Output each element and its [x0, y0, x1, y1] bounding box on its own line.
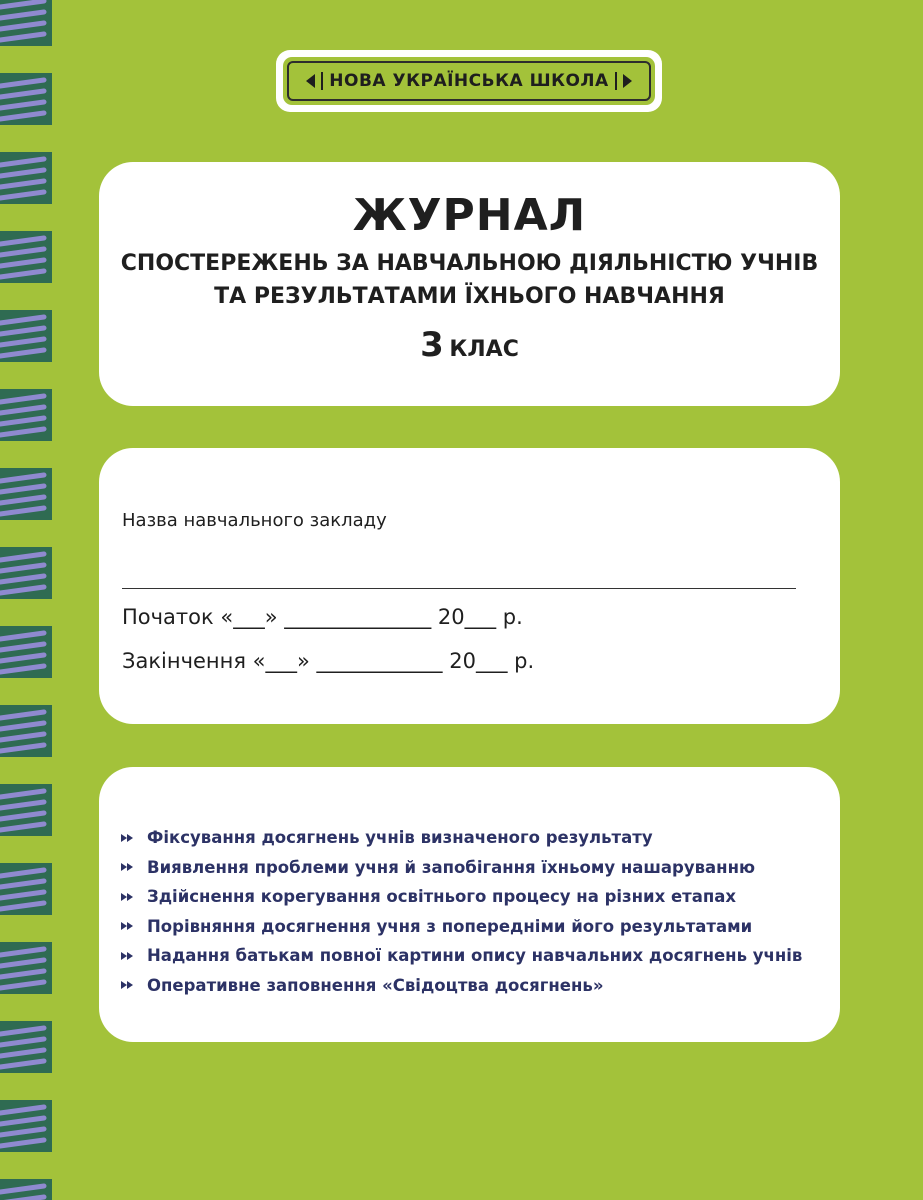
school-name-label: Назва навчального закладу	[122, 510, 387, 531]
arrow-right-icon	[623, 74, 632, 88]
double-arrow-icon	[121, 834, 147, 842]
subtitle-line-1: СПОСТЕРЕЖЕНЬ ЗА НАВЧАЛЬНОЮ ДІЯЛЬНІСТЮ УЧНІВ	[120, 251, 819, 276]
badge-text: НОВА УКРАЇНСЬКА ШКОЛА	[329, 71, 609, 91]
list-item: Оперативне заповнення «Свідоцтва досягнень»	[121, 971, 840, 1001]
double-arrow-icon	[121, 981, 147, 989]
class-number: 3	[420, 325, 444, 365]
list-item: Порівняння досягнення учня з попередніми його результатами	[121, 912, 840, 942]
class-label	[99, 325, 840, 365]
spiral-binding	[0, 0, 60, 1200]
subtitle-line-2: ТА РЕЗУЛЬТАТАМИ ЇХНЬОГО НАВЧАННЯ	[214, 284, 725, 309]
list-item: Виявлення проблеми учня й запобігання їхньому нашаруванню	[121, 853, 840, 883]
class-word: КЛАС	[449, 337, 519, 362]
list-item: Фіксування досягнень учнів визначеного результату	[121, 823, 840, 853]
start-date-line: Початок «___» ______________ 20___ р.	[122, 605, 523, 629]
double-arrow-icon	[121, 922, 147, 930]
list-item: Надання батькам повної картини опису навчальних досягнень учнів	[121, 941, 840, 971]
school-name-line	[122, 587, 796, 589]
list-item: Здійснення корегування освітнього процесу на різних етапах	[121, 882, 840, 912]
title-panel	[99, 162, 840, 406]
arrow-left-icon	[306, 74, 315, 88]
journal-title: ЖУРНАЛ	[352, 190, 587, 241]
double-arrow-icon	[121, 893, 147, 901]
double-arrow-icon	[121, 863, 147, 871]
school-info-panel	[99, 448, 840, 724]
features-panel	[99, 767, 840, 1042]
double-arrow-icon	[121, 952, 147, 960]
nus-badge	[276, 50, 662, 112]
end-date-line: Закінчення «___» ____________ 20___ р.	[122, 649, 535, 673]
